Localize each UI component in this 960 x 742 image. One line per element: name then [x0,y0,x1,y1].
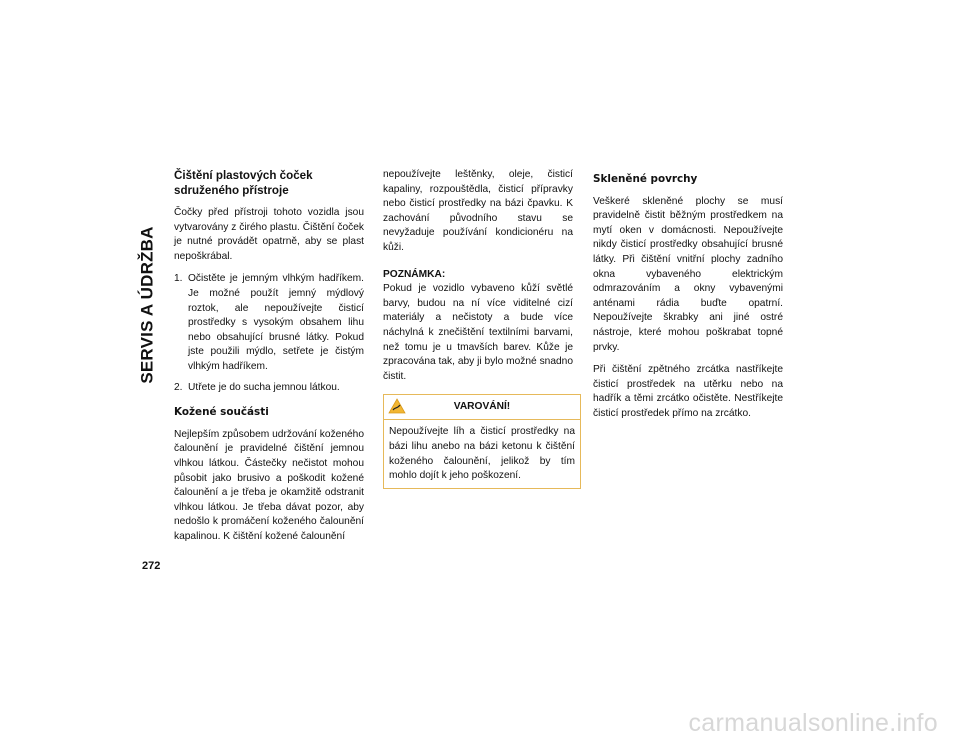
step-text: Očistěte je jemným vlhkým hadříkem. Je možné použít jemný mýdlový roztok, ale nepoužívejte čisticí prostředky s vysokým obsahem lihu nebo obsahující brusné látky. Pokud jste použili mýdlo, setřete je čistým vlhkým hadříkem. [188,273,364,372]
note-text: Pokud je vozidlo vybaveno kůží světlé barvy, budou na ní více viditelné cizí materiály a nečistoty a bude více náchylná k znečištění textilními barvami, než tomu je u tmavších barev. Kůže je zpracována tak, aby ji bylo možné snadno čistit. [383,283,573,382]
column-middle [383,168,573,489]
list-item [174,272,364,374]
lens-cleaning-heading: Čištění plastových čoček sdruženého přístroje [174,169,313,197]
warning-header [384,395,580,420]
leather-continuation-paragraph: nepoužívejte leštěnky, oleje, čisticí kapaliny, rozpouštědla, čisticí přípravky nebo čisticí prostředky na bázi čpavku. K zachování původního stavu se nevyžaduje používání kondicionéru na kůži. [383,169,573,253]
warning-triangle-icon [388,398,406,414]
watermark: carmanualsonline.info [688,709,938,737]
column-left [174,168,364,552]
note-title: POZNÁMKA: [383,268,446,280]
step-text: Utřete je do sucha jemnou látkou. [188,381,340,393]
leather-paragraph: Nejlepším způsobem udržování koženého čalounění je pravidelné čištění jemnou vlhkou látkou. Částečky nečistot mohou působit jako brusivo a poškodit kožené čalounění a je třeba je okamžitě odstranit vlhkou látkou. Je třeba dávat pozor, aby nedošlo k promáčení koženého čalounění kapalinou. K čištění kožené čalounění [174,428,364,542]
lens-intro-paragraph: Čočky před přístroji tohoto vozidla jsou vytvarovány z čirého plastu. Čištění čoček je nutné provádět opatrně, aby se plast nepoškrábal. [174,207,364,262]
warning-title: VAROVÁNÍ! [453,401,511,413]
warning-text: Nepoužívejte líh a čisticí prostředky na bázi lihu anebo na bázi ketonu k čištění koženého čalounění, jelikož by tím mohlo dojít k jeho poškození. [389,426,575,482]
list-item [174,381,364,396]
column-right [593,168,783,430]
glass-surfaces-heading: Skleněné povrchy [593,173,698,185]
cleaning-steps-list [174,272,364,395]
mirror-paragraph: Při čištění zpětného zrcátka nastříkejte čisticí prostředek na utěrku nebo na hadřík a těmi zrcátko očistěte. Nestříkejte čisticí prostředek přímo na zrcátko. [593,364,783,419]
leather-parts-heading: Kožené součásti [174,406,269,419]
glass-paragraph: Veškeré skleněné plochy se musí pravidelně čistit běžným prostředkem na mytí oken v domácnosti. Nepoužívejte nikdy čisticí prostředky obsahující brusné látky. Při čištění vnitřní plochy zadního okna vybaveného elektrickým odmrazováním a okny vybavenými anténami rádia buďte opatrní. Nepoužívejte škrabky ani jiné ostré nástroje, které mohou poškrabat topné prvky. [593,195,783,353]
step-number: 1. [174,273,183,285]
step-number: 2. [174,381,183,393]
section-side-tab [133,160,163,450]
page-number: 272 [142,560,161,572]
warning-box [383,394,581,488]
section-title: SERVIS A ÚDRŽBA [138,226,157,384]
